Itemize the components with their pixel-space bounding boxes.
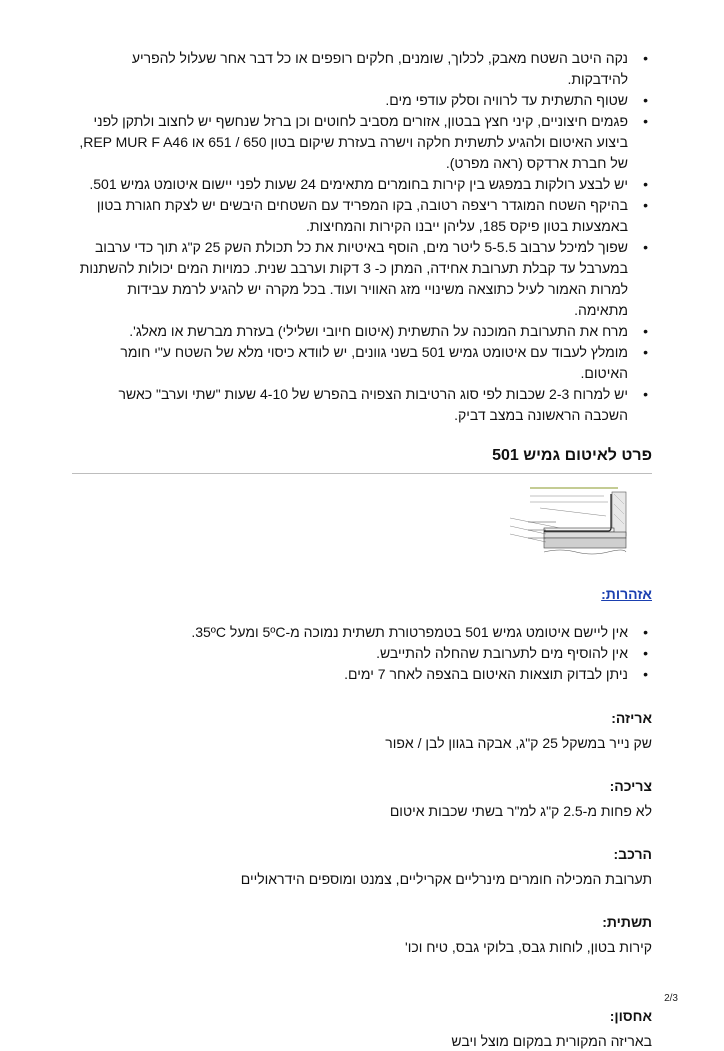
detail-drawing-svg [500, 482, 648, 562]
warnings-list [72, 622, 652, 685]
instruction-item: • בהיקף השטח המוגדר ריצפה רטובה, בקו המפריד עם השטחים היבשים יש לצקת חגורת בטון באמצעות בטון פיקס 185, עליהן ייבנו הקירות והמחיצות. [72, 195, 652, 237]
instructions-list [72, 48, 652, 426]
consumption-value: לא פחות מ-2.5 ק"ג למ"ר בשתי שכבות איטום [389, 803, 652, 819]
composition-label: הרכב: [613, 846, 652, 862]
instruction-item: • יש לבצע רולקות במפגש בין קירות בחומרים מתאימים 24 שעות לפני יישום איטומט גמיש 501. [72, 174, 652, 195]
instruction-item: • שפוך למיכל ערבוב 5-5.5 ליטר מים, הוסף באיטיות את כל תכולת השק 25 ק"ג תוך כדי ערבוב במערבל עד קבלת תערובת אחידה, המתן כ- 3 דקות וערבב שנית. כמויות המים יכולות להשתנות למרות האמור לעיל כתוצאה משינויי מזג האוויר ועוד. בכל מקרה יש להגיע לרמת עבידות מתאימה. [72, 237, 652, 321]
substrate-value: קירות בטון, לוחות גבס, בלוקי גבס, טיח וכו' [405, 939, 652, 955]
warnings-link[interactable]: אזהרות: [601, 586, 652, 602]
composition-value: תערובת המכילה חומרים מינרליים אקריליים, צמנט ומוספים הידראוליים [240, 871, 652, 887]
packaging-value: שק נייר במשקל 25 ק"ג, אבקה בגוון לבן / אפור [385, 735, 652, 751]
page-number: 2/3 [664, 993, 678, 1004]
packaging-label: אריזה: [611, 710, 652, 726]
storage-label: אחסון: [609, 1008, 652, 1024]
substrate-block [72, 913, 652, 957]
instruction-item: • מומלץ לעבוד עם איטומט גמיש 501 בשני גוונים, יש לוודא כיסוי מלא של השטח ע"י חומר האיטום. [72, 342, 652, 384]
instruction-item: • שטוף התשתית עד לרוויה וסלק עודפי מים. [72, 90, 652, 111]
storage-block [72, 1007, 652, 1051]
composition-block [72, 845, 652, 889]
packaging-block [72, 709, 652, 753]
substrate-label: תשתית: [602, 914, 652, 930]
document-page [72, 48, 652, 1051]
waterproofing-detail-drawing [500, 482, 648, 562]
consumption-label: צריכה: [609, 778, 652, 794]
warning-item: • אין להוסיף מים לתערובת שהחלה להתייבש. [72, 643, 652, 664]
instruction-item: • פגמים חיצוניים, קיני חצץ בבטון, אזורים מסביב לחוטים וכן ברזל שנחשף יש לחצוב ולתקן לפני ביצוע האיטום ולהגיע לתשתית חלקה וישרה בעזרת שיקום בטון 650 / 651 או REP MUR F A46, של חברת ארדקס (ראה מפרט). [72, 111, 652, 174]
warning-item: • אין ליישם איטומט גמיש 501 בטמפרטורת תשתית נמוכה מ-5ºC ומעל 35ºC. [72, 622, 652, 643]
instruction-item: • יש למרוח 2-3 שכבות לפי סוג הרטיבות הצפויה בהפרש של 4-10 שעות "שתי וערב" כאשר השכבה הראשונה במצב דביק. [72, 384, 652, 426]
warning-item: • ניתן לבדוק תוצאות האיטום בהצפה לאחר 7 ימים. [72, 664, 652, 685]
instruction-item: • נקה היטב השטח מאבק, לכלוך, שומנים, חלקים רופפים או כל דבר אחר שעלול להפריע להידבקות. [72, 48, 652, 90]
instruction-item: • מרח את התערובת המוכנה על התשתית (איטום חיובי ושלילי) בעזרת מברשת או מאלג'. [72, 321, 652, 342]
consumption-block [72, 777, 652, 821]
section-title: פרט לאיטום גמיש 501 [72, 447, 652, 474]
storage-value: באריזה המקורית במקום מוצל ויבש [451, 1033, 652, 1049]
